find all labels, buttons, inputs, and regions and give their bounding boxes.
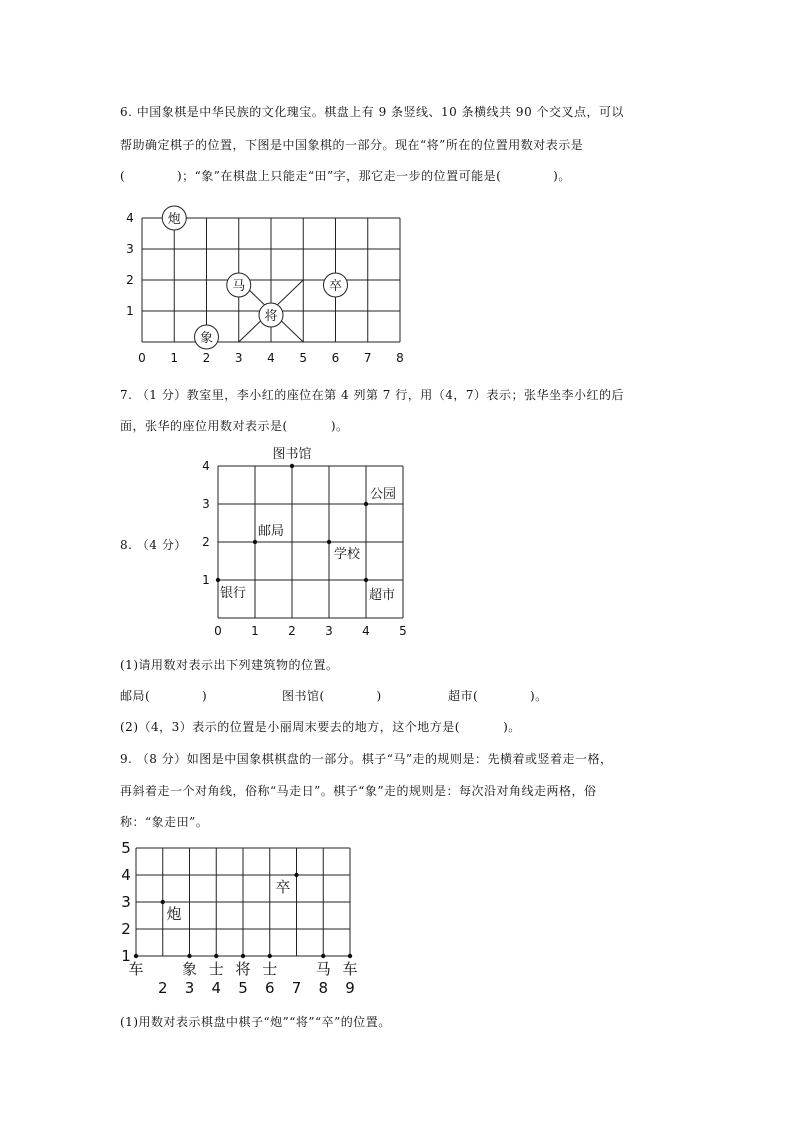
q8-sub2: (2)（4，3）表示的位置是小丽周末要去的地方，这个地方是( )。 — [120, 720, 521, 734]
svg-text:炮: 炮 — [167, 212, 181, 227]
q9-piece-zu: 卒 — [275, 878, 291, 896]
q8-prefix: 8. （4 分） — [120, 538, 187, 552]
q9-y-label: 1 — [121, 947, 131, 965]
q6-line-3: ( )；“象”在棋盘上只能走“田”字，那它走一步的位置可能是( )。 — [120, 169, 571, 183]
q6-line-2: 帮助确定棋子的位置，下图是中国象棋的一部分。现在“将”所在的位置用数对表示是 — [120, 138, 584, 152]
q9-y-label: 4 — [121, 866, 131, 884]
q9-sub1: (1)用数对表示棋盘中棋子“炮”“将”“卒”的位置。 — [120, 1015, 391, 1029]
q6-line-1: 6. 中国象棋是中华民族的文化瑰宝。棋盘上有 9 条竖线、10 条横线共 90 个交叉点，可以 — [120, 105, 625, 119]
q9-piece-che-left: 车 — [128, 960, 144, 978]
q6-x-label: 4 — [267, 351, 275, 365]
svg-text:马: 马 — [232, 279, 246, 294]
q8-x-label: 5 — [399, 624, 407, 638]
q9-piece-ma: 马 — [315, 960, 331, 978]
q8-y-label: 1 — [202, 573, 210, 587]
svg-text:象: 象 — [199, 331, 214, 346]
q7-line-2: 面，张华的座位用数对表示是( )。 — [120, 419, 349, 433]
q8-y-label: 2 — [202, 535, 210, 549]
q6-piece-pao — [162, 206, 186, 230]
q8-label-market: 超市 — [369, 588, 396, 603]
q6-piece-xiang — [195, 325, 219, 349]
q6-x-label: 0 — [138, 351, 146, 365]
q9-piece-pao: 炮 — [166, 905, 182, 923]
q8-label-school: 学校 — [334, 547, 361, 562]
q6-x-label: 1 — [170, 351, 179, 365]
q8-x-label: 3 — [325, 624, 333, 638]
q9-x-label: 7 — [291, 979, 302, 997]
q6-x-label: 8 — [396, 351, 404, 365]
q9-line-1: 9. （8 分）如图是中国象棋棋盘的一部分。棋子“马”走的规则是：先横着或竖着走一格， — [120, 752, 613, 766]
q8-x-label: 4 — [362, 624, 370, 638]
q6-x-label: 3 — [234, 351, 243, 365]
q9-x-label: 5 — [238, 979, 248, 997]
q8-blank-market: 超市( )。 — [448, 689, 548, 703]
q9-piece-che-right: 车 — [342, 960, 358, 978]
q7-line-1: 7. （1 分）教室里，李小红的座位在第 4 列第 7 行，用（4，7）表示；张华坐李小红的后 — [120, 388, 625, 402]
q6-x-label: 2 — [202, 351, 211, 365]
svg-text:卒: 卒 — [328, 279, 343, 294]
q6-y-label: 4 — [126, 211, 134, 225]
q9-chess-board — [118, 838, 368, 1000]
q9-y-label: 5 — [121, 839, 131, 857]
q9-x-label: 8 — [318, 979, 329, 997]
q8-sub1: (1)请用数对表示出下列建筑物的位置。 — [120, 658, 339, 672]
q9-y-label: 2 — [121, 920, 131, 938]
q9-piece-xiang: 象 — [181, 960, 198, 978]
q9-y-label: 3 — [121, 893, 131, 911]
q8-blank-post: 邮局( ) — [120, 689, 208, 703]
q6-piece-zu — [324, 273, 348, 297]
q8-blank-library: 图书馆( ) — [282, 689, 382, 703]
q8-x-label: 0 — [214, 624, 222, 638]
q6-x-label: 5 — [299, 351, 308, 365]
q8-map-grid — [198, 442, 418, 642]
q8-label-park: 公园 — [370, 487, 397, 502]
q9-line-3: 称：“象走田”。 — [120, 815, 209, 829]
q6-piece-ma — [227, 273, 251, 297]
q9-line-2: 再斜着走一个对角线，俗称“马走日”。棋子“象”走的规则是：每次沿对角线走两格，俗 — [120, 784, 597, 798]
svg-text:将: 将 — [264, 309, 278, 324]
q9-piece-shi-left: 士 — [208, 960, 224, 978]
q9-x-label: 4 — [211, 979, 222, 997]
q9-x-label: 2 — [157, 979, 168, 997]
q8-label-bank: 银行 — [220, 586, 247, 601]
q6-x-label: 6 — [331, 351, 340, 365]
q9-piece-shi-right: 士 — [262, 960, 278, 978]
q8-label-library: 图书馆 — [272, 447, 312, 462]
q6-y-label: 2 — [126, 273, 134, 287]
q8-label-post: 邮局 — [258, 524, 285, 539]
q9-x-label: 9 — [345, 979, 355, 997]
q8-x-label: 1 — [251, 624, 259, 638]
q9-x-label: 6 — [264, 979, 275, 997]
q6-y-label: 1 — [126, 304, 134, 318]
q8-x-label: 2 — [288, 624, 296, 638]
q6-y-label: 3 — [126, 242, 134, 256]
q8-y-label: 4 — [202, 459, 210, 473]
q8-y-label: 3 — [202, 497, 210, 511]
q6-chess-board — [120, 200, 410, 372]
q6-piece-jiang — [259, 303, 283, 327]
q9-x-label: 3 — [184, 979, 195, 997]
q9-piece-jiang: 将 — [235, 960, 251, 978]
q6-x-label: 7 — [363, 351, 372, 365]
